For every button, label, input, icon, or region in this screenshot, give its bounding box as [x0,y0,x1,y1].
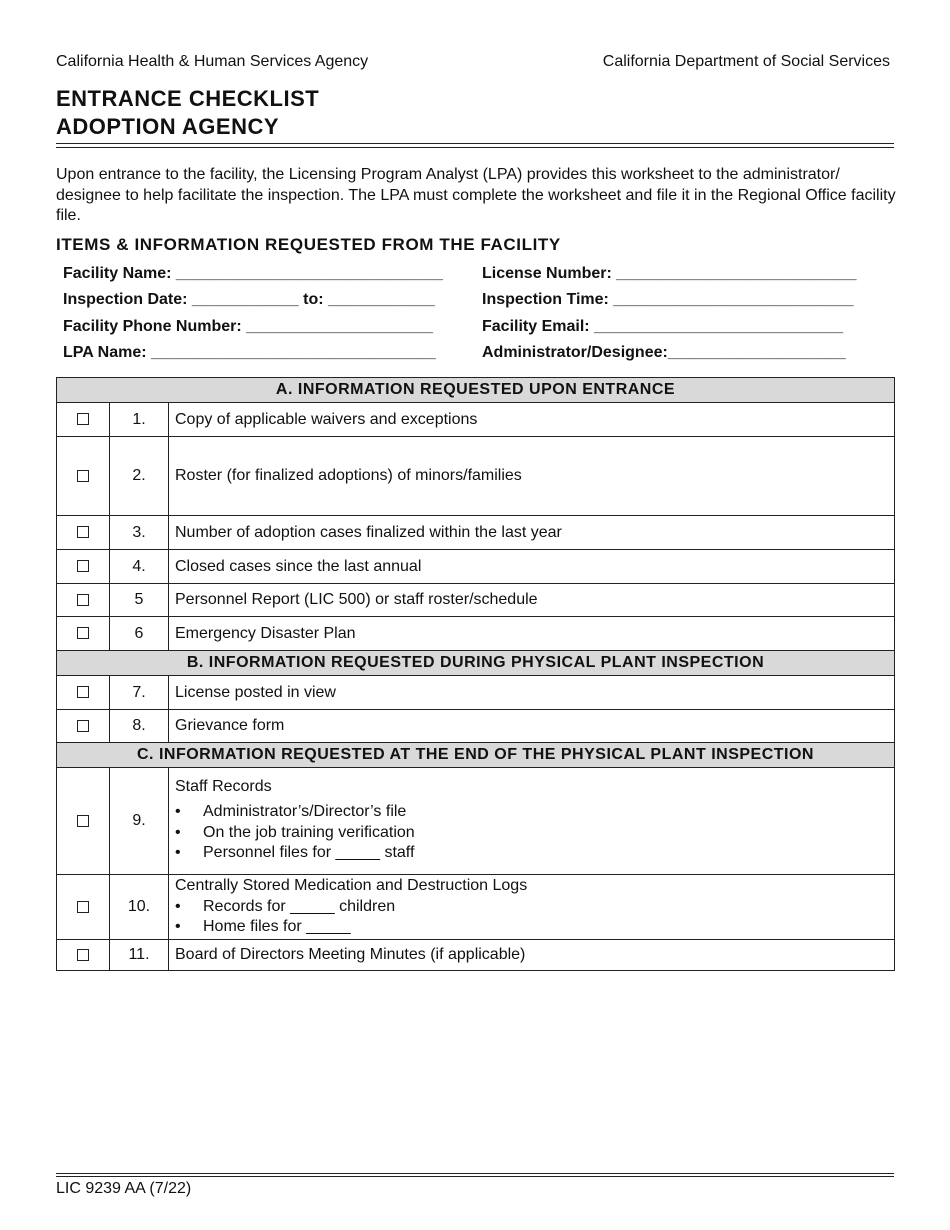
item-number: 10. [110,875,169,940]
lpa-name-field[interactable]: LPA Name: ________________________________ [63,344,436,361]
checkbox[interactable] [77,901,89,913]
item-number: 5 [110,584,169,617]
item-text: Emergency Disaster Plan [169,617,895,651]
item-number: 8. [110,710,169,743]
checkbox[interactable] [77,413,89,425]
item-text: Centrally Stored Medication and Destruction Logs [175,877,528,895]
table-row [57,617,895,651]
section-b-header [57,651,895,676]
item-text: Staff Records [175,778,272,796]
table-row [57,875,895,940]
bullet-item: • Records for _____ children [175,897,396,915]
checkbox[interactable] [77,815,89,827]
item-cell [169,768,895,875]
bullet-item: • Administrator’s/Director’s file [175,803,407,821]
checkbox[interactable] [77,686,89,698]
info-heading: ITEMS & INFORMATION REQUESTED FROM THE FACILITY [56,235,561,254]
item-text: License posted in view [169,676,895,710]
item-number: 6 [110,617,169,651]
table-row [57,403,895,437]
checkbox[interactable] [77,594,89,606]
checkbox[interactable] [77,526,89,538]
section-c-header [57,743,895,768]
item-text: Personnel Report (LIC 500) or staff roster/schedule [169,584,895,617]
item-cell [169,875,895,940]
bullet-item: • On the job training verification [175,823,415,841]
bullet-item: • Personnel files for _____ staff [175,844,415,862]
bullet-item: • Home files for _____ [175,918,351,936]
checklist-table [56,377,895,971]
item-number: 7. [110,676,169,710]
item-text: Closed cases since the last annual [169,550,895,584]
checkbox[interactable] [77,949,89,961]
table-row [57,710,895,743]
item-number: 1. [110,403,169,437]
form-number: LIC 9239 AA (7/22) [56,1180,192,1197]
item-number: 4. [110,550,169,584]
title-line-2: ADOPTION AGENCY [56,114,280,139]
section-a-header [57,378,895,403]
item-number: 2. [110,437,169,516]
item-text: Board of Directors Meeting Minutes (if applicable) [169,940,895,971]
inspection-date-field[interactable]: Inspection Date: ____________ to: ____________ [63,291,435,308]
table-row [57,768,895,875]
form-title [56,85,319,141]
title-divider [56,143,894,148]
agency-name: California Health & Human Services Agency [56,53,369,70]
facility-name-field[interactable]: Facility Name: ______________________________ [63,265,443,282]
section-c-heading: C. INFORMATION REQUESTED AT THE END OF THE PHYSICAL PLANT INSPECTION [57,743,895,768]
table-row [57,940,895,971]
administrator-field[interactable]: Administrator/Designee:____________________ [482,344,846,361]
facility-phone-field[interactable]: Facility Phone Number: _____________________ [63,318,434,335]
title-line-1: ENTRANCE CHECKLIST [56,86,320,111]
table-row [57,676,895,710]
item-number: 9. [110,768,169,875]
checkbox[interactable] [77,720,89,732]
section-b-heading: B. INFORMATION REQUESTED DURING PHYSICAL PLANT INSPECTION [57,651,895,676]
intro-paragraph: Upon entrance to the facility, the Licensing Program Analyst (LPA) provides this worksheet to the administrator/ designee to help facilitate the inspection. The LPA must complete the worksheet and file it in the Regional Office facility file. [56,166,896,224]
item-text: Copy of applicable waivers and exceptions [169,403,895,437]
checkbox[interactable] [77,470,89,482]
item-number: 11. [110,940,169,971]
table-row [57,584,895,617]
table-row [57,437,895,516]
item-text: Number of adoption cases finalized within the last year [169,516,895,550]
inspection-time-field[interactable]: Inspection Time: ___________________________ [482,291,854,308]
license-number-field[interactable]: License Number: ___________________________ [482,265,857,282]
section-a-heading: A. INFORMATION REQUESTED UPON ENTRANCE [57,378,895,403]
checkbox[interactable] [77,560,89,572]
checkbox[interactable] [77,627,89,639]
item-number: 3. [110,516,169,550]
item-text: Roster (for finalized adoptions) of minors/families [169,437,895,516]
table-row [57,550,895,584]
item-text: Grievance form [169,710,895,743]
facility-email-field[interactable]: Facility Email: ____________________________ [482,318,844,335]
department-name: California Department of Social Services [602,53,890,70]
table-row [57,516,895,550]
footer-divider [56,1173,894,1177]
